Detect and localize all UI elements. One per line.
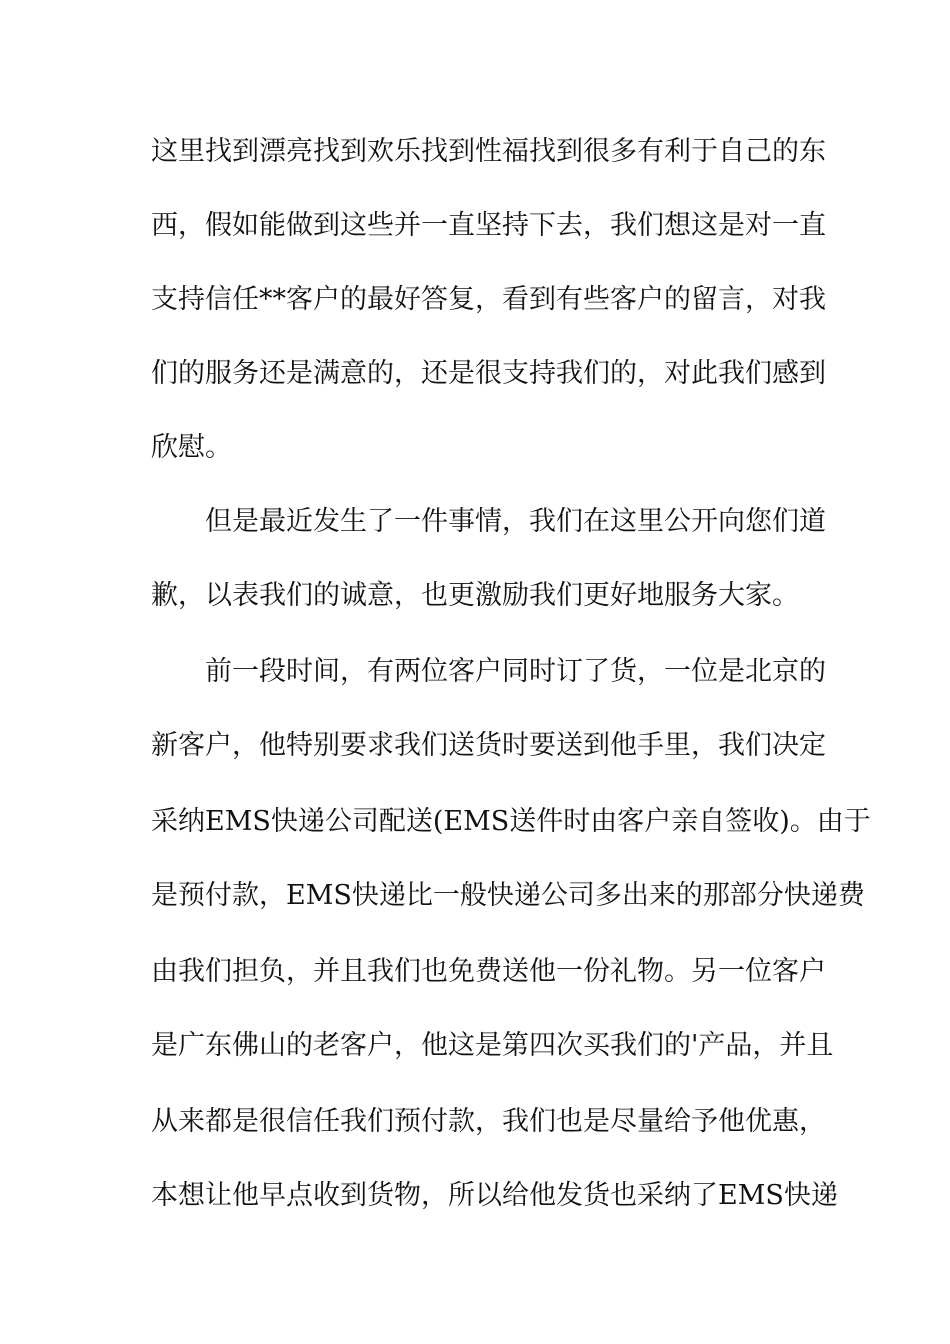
text-line-8: 前一段时间，有两位客户同时订了货，一位是北京的 bbox=[151, 656, 826, 687]
text-line-11: 是预付款，EMS快递比一般快递公司多出来的那部分快递费 bbox=[151, 880, 865, 911]
text-line-14: 从来都是很信任我们预付款，我们也是尽量给予他优惠， bbox=[151, 1106, 826, 1137]
text-line-13: 是广东佛山的老客户，他这是第四次买我们的'产品，并且 bbox=[151, 1030, 834, 1061]
text-line-3: 支持信任**客户的最好答复，看到有些客户的留言，对我 bbox=[151, 284, 826, 315]
text-line-9: 新客户，他特别要求我们送货时要送到他手里，我们决定 bbox=[151, 730, 826, 761]
text-line-5: 欣慰。 bbox=[151, 432, 232, 463]
text-line-2: 西，假如能做到这些并一直坚持下去，我们想这是对一直 bbox=[151, 210, 826, 241]
text-line-12: 由我们担负，并且我们也免费送他一份礼物。另一位客户 bbox=[151, 956, 826, 987]
text-line-6: 但是最近发生了一件事情，我们在这里公开向您们道 bbox=[151, 506, 826, 537]
text-line-15: 本想让他早点收到货物，所以给他发货也采纳了EMS快递 bbox=[151, 1180, 838, 1211]
text-line-4: 们的服务还是满意的，还是很支持我们的，对此我们感到 bbox=[151, 358, 826, 389]
text-line-1: 这里找到漂亮找到欢乐找到性福找到很多有利于自己的东 bbox=[151, 136, 826, 167]
text-line-7: 歉，以表我们的诚意，也更激励我们更好地服务大家。 bbox=[151, 580, 799, 611]
text-line-10: 采纳EMS快递公司配送(EMS送件时由客户亲自签收)。由于 bbox=[151, 806, 871, 837]
